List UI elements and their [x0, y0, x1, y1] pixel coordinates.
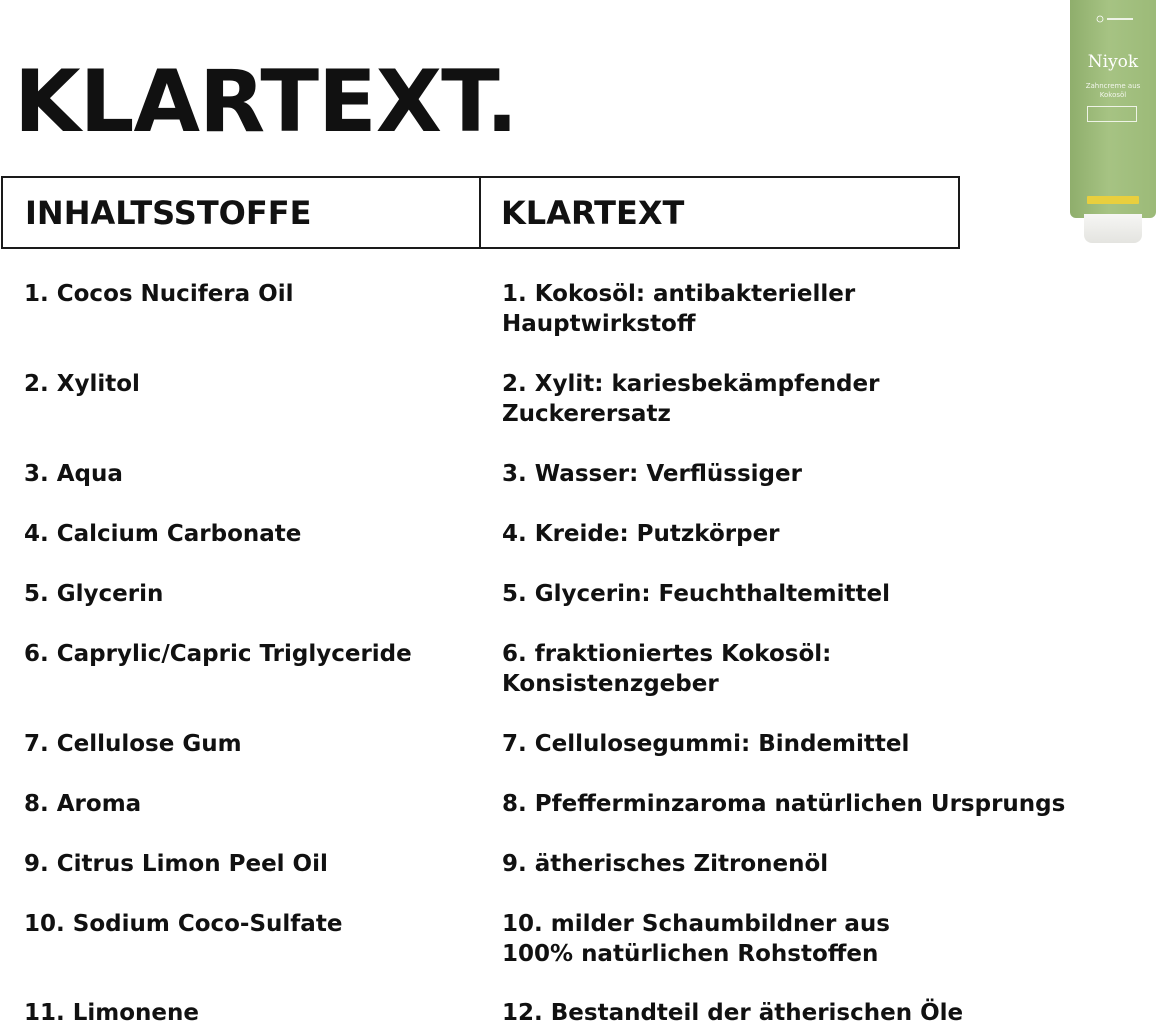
ingredient-name: 5. Glycerin — [24, 581, 164, 607]
ingredient-name: 6. Caprylic/Capric Triglyceride — [24, 641, 412, 667]
brand-logo-icon — [1080, 14, 1146, 24]
ingredient-name: 7. Cellulose Gum — [24, 731, 242, 757]
ingredient-name: 9. Citrus Limon Peel Oil — [24, 851, 328, 877]
ingredient-explanation: 5. Glycerin: Feuchthaltemittel — [502, 581, 890, 607]
ingredient-name: 11. Limonene — [24, 1000, 200, 1026]
header-ingredients: INHALTSSTOFFE — [3, 178, 481, 247]
ingredient-explanation: 7. Cellulosegummi: Bindemittel — [502, 731, 910, 757]
product-subtitle: Zahncreme aus Kokosöl — [1085, 82, 1141, 99]
ingredient-explanation: 10. milder Schaumbildner aus 100% natürlichen Rohstoffen — [502, 911, 890, 967]
ingredient-explanation: 8. Pfefferminzaroma natürlichen Ursprungs — [502, 791, 1066, 817]
ingredient-explanation: 2. Xylit: kariesbekämpfender Zuckerersatz — [502, 371, 880, 427]
ingredient-name: 2. Xylitol — [24, 371, 140, 397]
product-image — [1068, 0, 1158, 245]
ingredient-explanation: 6. fraktioniertes Kokosöl: Konsistenzgeber — [502, 641, 832, 697]
ingredient-name: 8. Aroma — [24, 791, 142, 817]
ingredient-explanation: 3. Wasser: Verflüssiger — [502, 461, 802, 487]
ingredient-name: 4. Calcium Carbonate — [24, 521, 302, 547]
tube-cap — [1084, 214, 1142, 243]
ingredient-explanation: 1. Kokosöl: antibakterieller Hauptwirkstoff — [502, 281, 856, 337]
ingredient-name: 1. Cocos Nucifera Oil — [24, 281, 294, 307]
header-klartext: KLARTEXT — [501, 193, 685, 232]
ingredient-name: 3. Aqua — [24, 461, 123, 487]
product-info-box — [1087, 106, 1137, 122]
product-brand: Niyok — [1087, 52, 1139, 72]
product-flavor-label — [1087, 196, 1139, 204]
ingredient-explanation: 9. ätherisches Zitronenöl — [502, 851, 829, 877]
ingredient-explanation: 4. Kreide: Putzkörper — [502, 521, 780, 547]
ingredient-explanation: 12. Bestandteil der ätherischen Öle — [502, 1000, 964, 1026]
table-header — [1, 176, 960, 249]
ingredient-name: 10. Sodium Coco-Sulfate — [24, 911, 343, 937]
page-title: KLARTEXT. — [14, 52, 518, 152]
